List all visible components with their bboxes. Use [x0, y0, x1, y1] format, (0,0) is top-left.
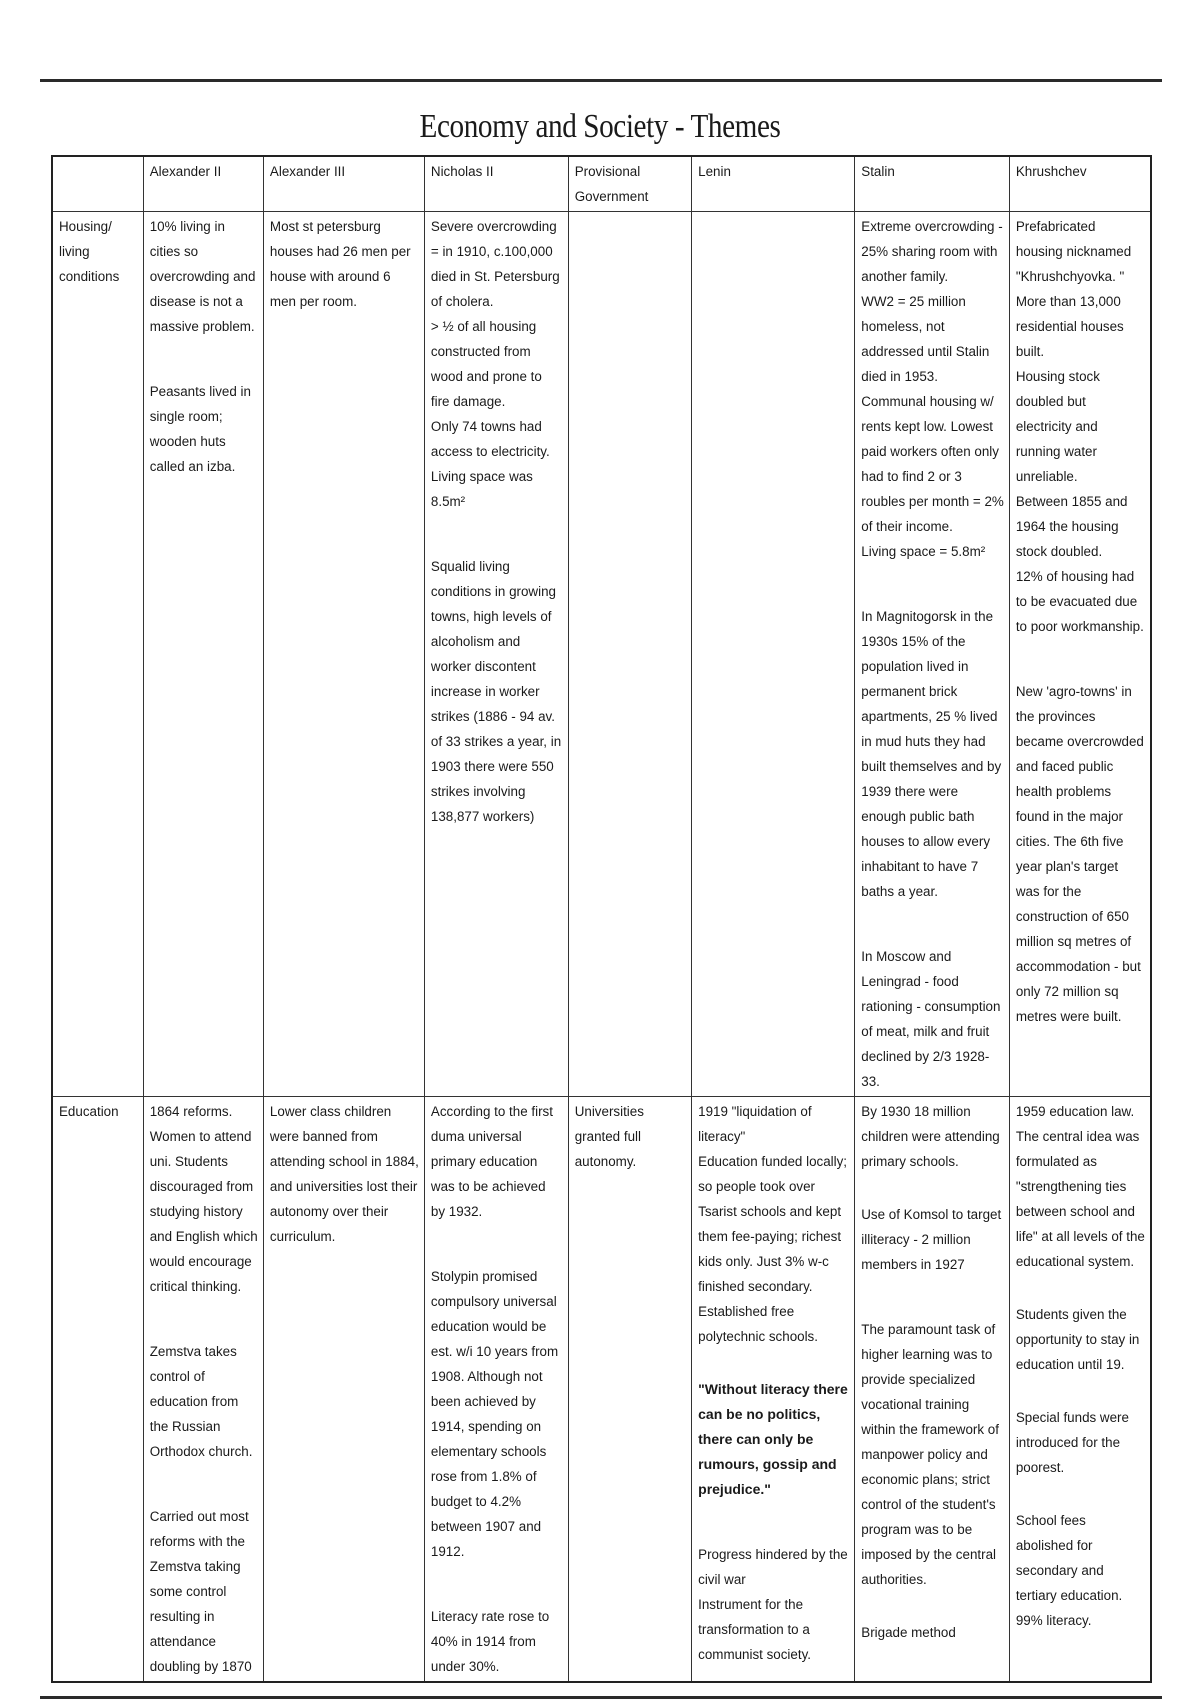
- themes-table: [51, 155, 1152, 1683]
- cell-text: Carried out most reforms with the Zemstva taking some control resulting in attendance doubling by 1870: [149, 1509, 252, 1674]
- cell-khrushchev: [1009, 1097, 1151, 1683]
- header-cell-theme: [52, 156, 143, 212]
- cell-text: Communal housing w/ rents kept low. Lowest paid workers often only had to find 2 or 3 roubles per month = 2% of their income.: [861, 394, 1004, 534]
- cell-text: Housing stock doubled but electricity and running water unreliable.: [1015, 369, 1100, 484]
- cell-text: 1919 "liquidation of literacy": [698, 1104, 812, 1144]
- header-cell-khrushchev: Khrushchev: [1009, 156, 1151, 212]
- cell-text: Severe overcrowding = in 1910, c.100,000 died in St. Petersburg of cholera.: [430, 219, 560, 309]
- header-cell-alexander-iii: Alexander III: [263, 156, 424, 212]
- header-cell-provisional-government: Provisional Government: [568, 156, 691, 212]
- cell-alexander-ii: [143, 1097, 263, 1683]
- cell-khrushchev: [1009, 212, 1151, 1097]
- page-title: Economy and Society - Themes: [419, 108, 781, 145]
- cell-text: More than 13,000 residential houses built.: [1015, 294, 1124, 359]
- cell-lenin: [692, 212, 855, 1097]
- cell-text: Only 74 towns had access to electricity.: [430, 419, 550, 459]
- cell-text: According to the first duma universal primary education was to be achieved by 1932.: [430, 1104, 553, 1219]
- header-cell-stalin: Stalin: [855, 156, 1010, 212]
- bottom-rule: [40, 1696, 1162, 1699]
- cell-text: New 'agro-towns' in the provinces became overcrowded and faced public health problems found in the major cities. The 6th five year plan's target was for the construction of 650 million sq metres of accommodation - but only 72 million sq metres were built.: [1015, 684, 1144, 1024]
- top-rule: [40, 79, 1162, 82]
- cell-text: Extreme overcrowding - 25% sharing room with another family.: [861, 219, 1003, 284]
- cell-text: School fees abolished for secondary and tertiary education. 99% literacy.: [1015, 1513, 1123, 1628]
- cell-text: Literacy rate rose to 40% in 1914 from under 30%.: [430, 1609, 550, 1674]
- theme-cell: Housing/ living conditions: [52, 212, 143, 1097]
- cell-text: > ½ of all housing constructed from wood and prone to fire damage.: [430, 319, 542, 409]
- cell-alexander-iii: [263, 212, 424, 1097]
- cell-text: Zemstva takes control of education from the Russian Orthodox church.: [149, 1344, 253, 1459]
- cell-provisional-government: [568, 1097, 691, 1683]
- cell-stalin: [855, 1097, 1010, 1683]
- lenin-quote: "Without literacy there can be no politics, there can only be rumours, gossip and prejudice.": [698, 1381, 848, 1497]
- cell-nicholas-ii: [424, 212, 568, 1097]
- cell-alexander-ii: [143, 212, 263, 1097]
- cell-alexander-iii: [263, 1097, 424, 1683]
- cell-text: Most st petersburg houses had 26 men per house with around 6 men per room.: [269, 219, 411, 309]
- header-cell-nicholas-ii: Nicholas II: [424, 156, 568, 212]
- cell-provisional-government: [568, 212, 691, 1097]
- cell-text: Between 1855 and 1964 the housing stock doubled.: [1015, 494, 1128, 559]
- cell-text: Instrument for the transformation to a communist society.: [698, 1597, 811, 1662]
- cell-stalin: [855, 212, 1010, 1097]
- cell-text: 10% living in cities so overcrowding and disease is not a massive problem.: [149, 219, 256, 334]
- cell-text: Universities granted full autonomy.: [574, 1104, 644, 1169]
- header-cell-lenin: Lenin: [692, 156, 855, 212]
- cell-text: Squalid living conditions in growing towns, high levels of alcoholism and worker discontent increase in worker strikes (1886 - 94 av. of 33 strikes a year, in 1903 there were 550 strikes involving 138,877 workers): [430, 559, 562, 824]
- cell-text: Progress hindered by the civil war: [698, 1547, 848, 1587]
- cell-text: Established free polytechnic schools.: [698, 1304, 818, 1344]
- cell-text: Stolypin promised compulsory universal education would be est. w/i 10 years from 1908. Although not been achieved by 1914, spending on elementary schools rose from 1.8% of budget to 4.2% between 1907 and 1912.: [430, 1269, 559, 1559]
- cell-text: Students given the opportunity to stay in education until 19.: [1015, 1307, 1140, 1372]
- table-row-housing: [52, 212, 1151, 1097]
- cell-text: 12% of housing had to be evacuated due to poor workmanship.: [1015, 569, 1144, 634]
- cell-text: Living space = 5.8m²: [861, 544, 986, 559]
- cell-nicholas-ii: [424, 1097, 568, 1683]
- cell-text: Prefabricated housing nicknamed "Khrushchyovka. ": [1015, 219, 1132, 284]
- cell-text: Brigade method: [861, 1625, 956, 1640]
- cell-lenin: [692, 1097, 855, 1683]
- cell-text: 1959 education law. The central idea was formulated as "strengthening ties between school and life" at all levels of the educational system.: [1015, 1104, 1145, 1269]
- cell-text: In Magnitogorsk in the 1930s 15% of the population lived in permanent brick apartments, 25 % lived in mud huts they had built themselves and by 1939 there were enough public bath houses to allow every inhabitant to have 7 baths a year.: [861, 609, 1002, 899]
- cell-text: Education funded locally; so people took over Tsarist schools and kept them fee-paying; richest kids only. Just 3% w-c finished secondary.: [698, 1154, 848, 1294]
- cell-text: Living space was 8.5m²: [430, 469, 533, 509]
- cell-text: Special funds were introduced for the poorest.: [1015, 1410, 1129, 1475]
- cell-text: By 1930 18 million children were attending primary schools.: [861, 1104, 1000, 1169]
- header-cell-alexander-ii: Alexander II: [143, 156, 263, 212]
- cell-text: Peasants lived in single room; wooden huts called an izba.: [149, 384, 251, 474]
- cell-text: In Moscow and Leningrad - food rationing - consumption of meat, milk and fruit declined by 2/3 1928-33.: [861, 949, 1001, 1089]
- table-row-education: [52, 1097, 1151, 1683]
- cell-text: The paramount task of higher learning was to provide specialized vocational training within the framework of manpower policy and economic plans; strict control of the student's program was to be imposed by the central authorities.: [861, 1322, 999, 1587]
- header-row: [52, 156, 1151, 212]
- theme-cell: Education: [52, 1097, 143, 1683]
- cell-text: WW2 = 25 million homeless, not addressed until Stalin died in 1953.: [861, 294, 990, 384]
- cell-text: Lower class children were banned from attending school in 1884, and universities lost their autonomy over their curriculum.: [269, 1104, 419, 1244]
- cell-text: 1864 reforms. Women to attend uni. Students discouraged from studying history and English which would encourage critical thinking.: [149, 1104, 258, 1294]
- cell-text: Use of Komsol to target illiteracy - 2 million members in 1927: [861, 1207, 1002, 1272]
